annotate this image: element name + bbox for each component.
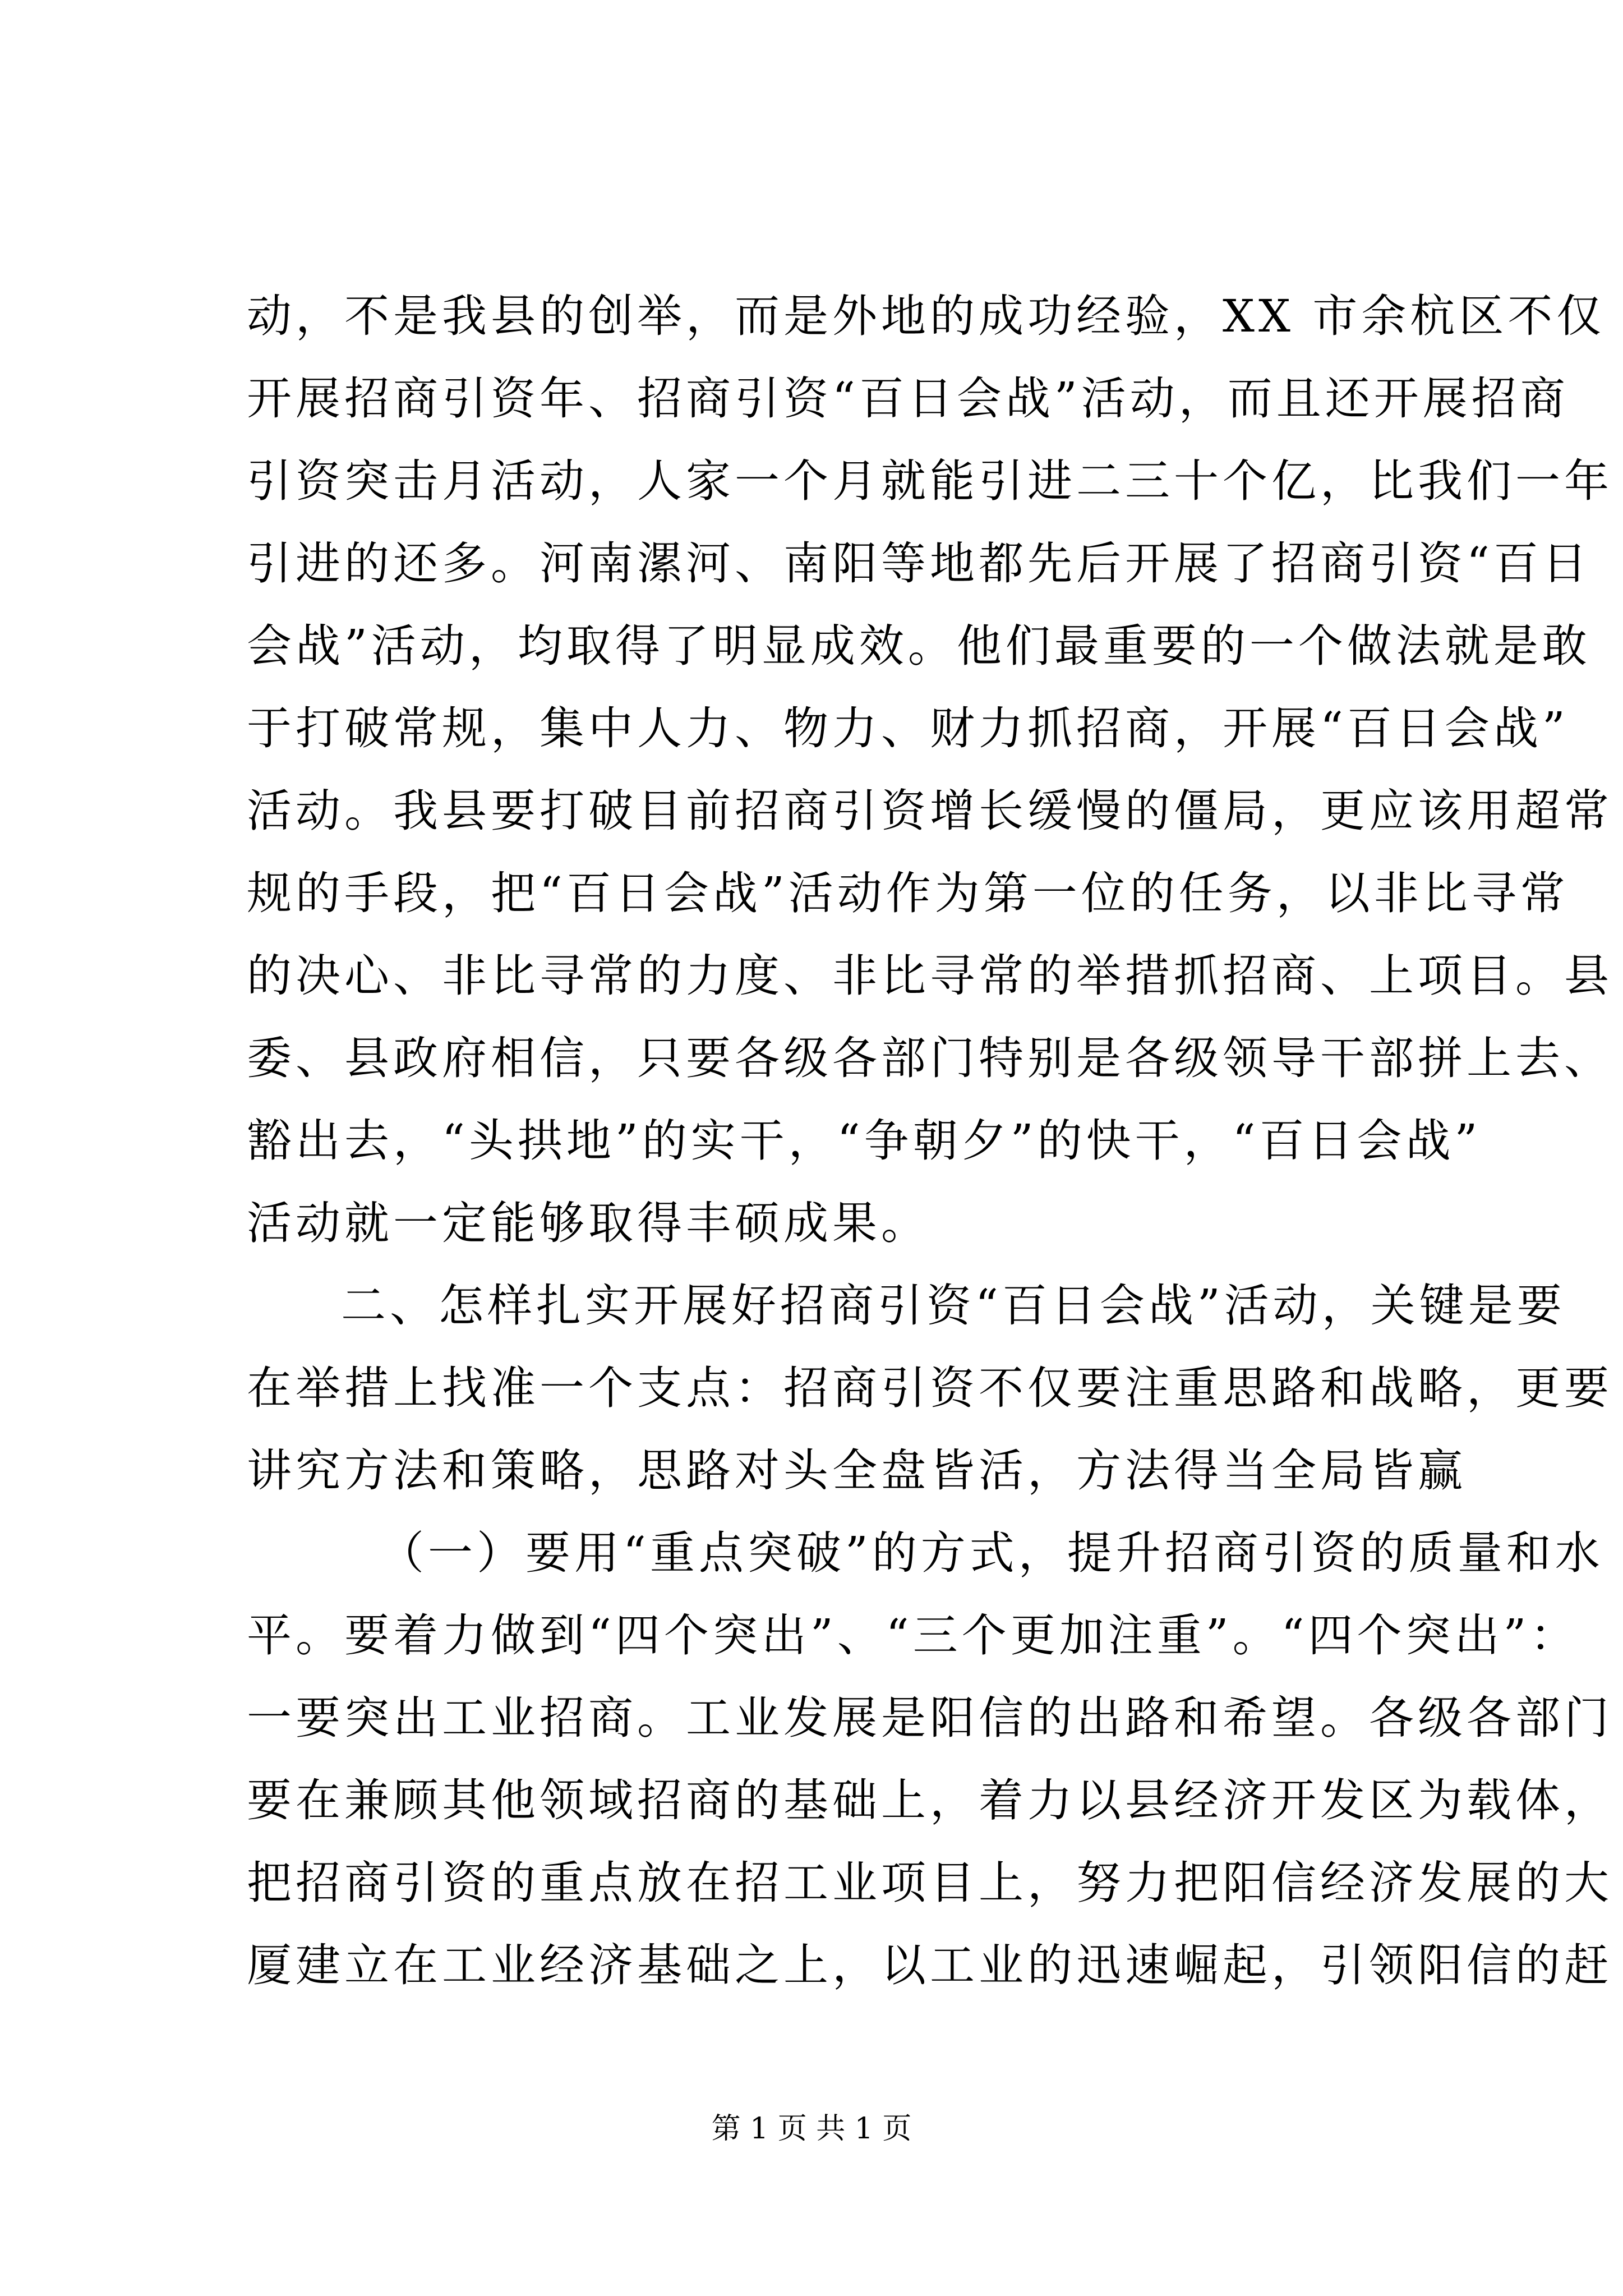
text-line: 动，不是我县的创举，而是外地的成功经验，XX 市余杭区不仅 — [247, 290, 1606, 342]
text-line: 在举措上找准一个支点：招商引资不仅要注重思路和战略，更要 — [247, 1362, 1613, 1414]
paragraph-first-line: 二、怎样扎实开展好招商引资“百日会战”活动，关键是要 — [341, 1280, 1566, 1332]
text-line: 委、县政府相信，只要各级各部门特别是各级领导干部拼上去、 — [247, 1032, 1613, 1084]
text-line: 规的手段，把“百日会战”活动作为第一位的任务，以非比寻常 — [247, 867, 1569, 919]
paragraph-first-line: （一）要用“重点突破”的方式，提升招商引资的质量和水 — [379, 1527, 1604, 1579]
text-line: 活动就一定能够取得丰硕成果。 — [247, 1197, 930, 1249]
text-line: 于打破常规，集中人力、物力、财力抓招商，开展“百日会战” — [247, 702, 1569, 754]
text-line: 的决心、非比寻常的力度、非比寻常的举措抓招商、上项目。县 — [247, 950, 1613, 1002]
text-line: 豁出去，“头拱地”的实干，“争朝夕”的快干，“百日会战” — [247, 1115, 1482, 1167]
text-line: 会战”活动，均取得了明显成效。他们最重要的一个做法就是敢 — [247, 620, 1591, 672]
text-line: 平。要着力做到“四个突出”、“三个更加注重”。“四个突出”： — [247, 1609, 1579, 1662]
document-body — [247, 275, 1613, 2007]
text-line: 把招商引资的重点放在招工业项目上，努力把阳信经济发展的大 — [247, 1857, 1613, 1909]
text-line: 引资突击月活动，人家一个月就能引进二三十个亿，比我们一年 — [247, 455, 1613, 507]
text-line: 一要突出工业招商。工业发展是阳信的出路和希望。各级各部门 — [247, 1692, 1613, 1744]
text-line: 要在兼顾其他领域招商的基础上，着力以县经济开发区为载体， — [247, 1774, 1613, 1826]
text-line: 讲究方法和策略，思路对头全盘皆活，方法得当全局皆赢 — [247, 1444, 1467, 1497]
text-line: 厦建立在工业经济基础之上，以工业的迅速崛起，引领阳信的赶 — [247, 1939, 1613, 1991]
text-line: 活动。我县要打破目前招商引资增长缓慢的僵局，更应该用超常 — [247, 785, 1613, 837]
page-footer: 第 1 页 共 1 页 — [711, 2112, 912, 2146]
text-line: 开展招商引资年、招商引资“百日会战”活动，而且还开展招商 — [247, 372, 1569, 425]
text-line: 引进的还多。河南漯河、南阳等地都先后开展了招商引资“百日 — [247, 537, 1591, 590]
